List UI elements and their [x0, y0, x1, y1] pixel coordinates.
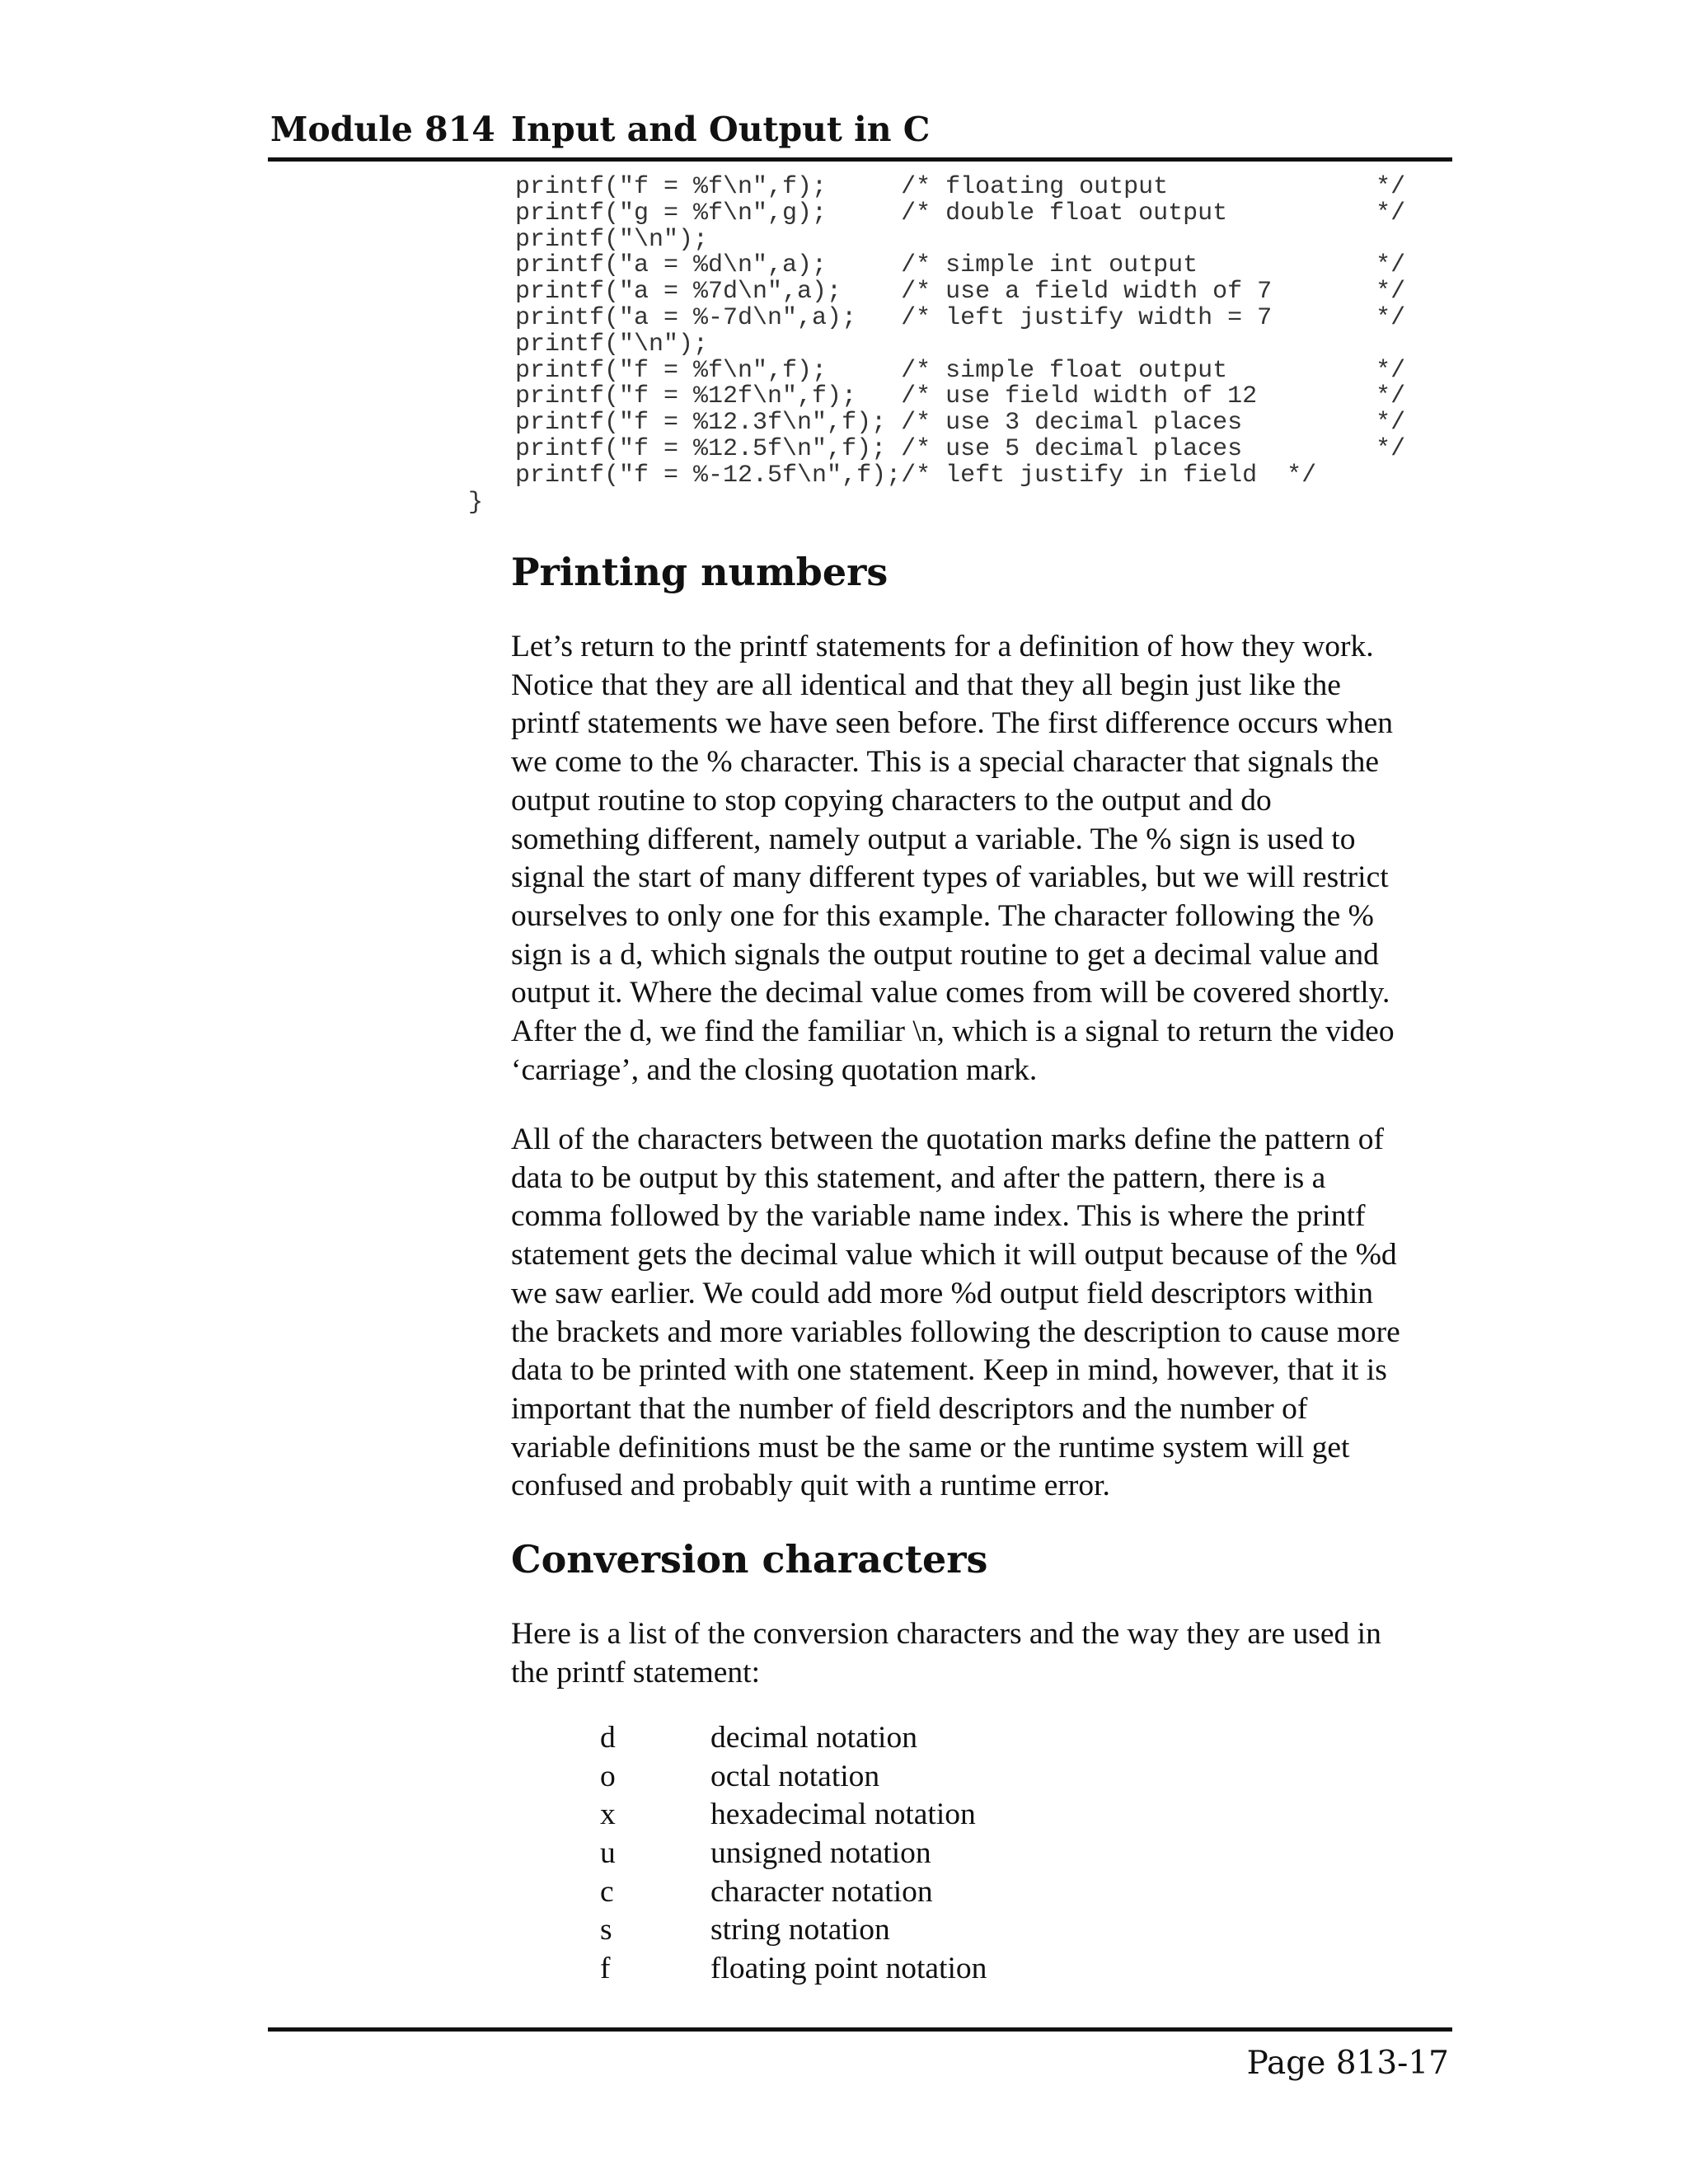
conversion-desc: hexadecimal notation [710, 1797, 976, 1832]
header-rule [268, 157, 1452, 162]
paragraph [511, 1121, 1451, 1506]
text-line: signal the start of many different types of variables, but we will restrict [511, 860, 1389, 895]
list-item [511, 1719, 987, 1758]
conversion-char: u [600, 1836, 616, 1871]
code-line: printf("f = %12.5f\n",f); /* use 5 decimal places */ [515, 434, 1406, 463]
code-line: printf("a = %7d\n",a); /* use a field width of 7 */ [515, 278, 1406, 307]
conversion-character-list [511, 1719, 987, 1989]
text-line: important that the number of field descriptors and the number of [511, 1391, 1308, 1426]
list-item [511, 1758, 987, 1797]
paragraph [511, 1615, 1451, 1692]
module-number: Module 814 [270, 110, 495, 149]
conversion-desc: string notation [710, 1913, 890, 1947]
text-line: After the d, we find the familiar \n, which is a signal to return the video [511, 1015, 1395, 1049]
list-item [511, 1796, 987, 1835]
text-line: we saw earlier. We could add more %d output field descriptors within [511, 1276, 1374, 1310]
list-item [511, 1911, 987, 1950]
code-line: printf("f = %f\n",f); /* simple float output */ [515, 356, 1406, 385]
code-line: printf("f = %f\n",f); /* floating output */ [515, 173, 1406, 201]
code-line: printf("\n"); [515, 225, 709, 254]
module-title: Input and Output in C [511, 110, 931, 149]
page-number: Page 813-17 [1246, 2045, 1449, 2082]
code-line: printf("f = %-12.5f\n",f);/* left justify in field */ [515, 461, 1317, 490]
code-line: printf("\n"); [515, 330, 709, 359]
text-line: data to be output by this statement, and after the pattern, there is a [511, 1160, 1326, 1195]
text-line: statement gets the decimal value which it will output because of the %d [511, 1238, 1397, 1272]
code-line: printf("a = %-7d\n",a); /* left justify width = 7 */ [515, 303, 1406, 332]
text-line: comma followed by the variable name index. This is where the printf [511, 1199, 1366, 1234]
code-line: printf("a = %d\n",a); /* simple int output */ [515, 251, 1406, 280]
text-line: data to be printed with one statement. Keep in mind, however, that it is [511, 1353, 1387, 1388]
section-heading-printing-numbers: Printing numbers [511, 550, 889, 594]
conversion-char: x [600, 1797, 616, 1832]
text-line: Here is a list of the conversion characters and the way they are used in [511, 1617, 1381, 1651]
text-line: printf statements we have seen before. The first difference occurs when [511, 706, 1394, 741]
list-item [511, 1835, 987, 1873]
text-line: Let’s return to the printf statements for a definition of how they work. [511, 630, 1374, 663]
code-closing-brace: } [468, 489, 484, 517]
conversion-char: o [600, 1759, 616, 1793]
text-line: sign is a d, which signals the output routine to get a decimal value and [511, 937, 1379, 972]
text-line: the brackets and more variables following the description to cause more [511, 1315, 1400, 1349]
section-heading-conversion-characters: Conversion characters [511, 1537, 988, 1582]
text-line: variable definitions must be the same or the runtime system will get [511, 1430, 1350, 1465]
conversion-char: s [600, 1913, 612, 1947]
text-line: output routine to stop copying characters to the output and do [511, 783, 1272, 818]
page-header [270, 105, 1449, 153]
text-line: Notice that they are all identical and that they all begin just like the [511, 668, 1341, 702]
conversion-char: c [600, 1874, 614, 1909]
conversion-char: f [600, 1952, 611, 1986]
conversion-desc: floating point notation [710, 1952, 987, 1986]
text-line: something different, namely output a variable. The % sign is used to [511, 822, 1356, 856]
text-line: ourselves to only one for this example. The character following the % [511, 898, 1374, 933]
conversion-desc: decimal notation [710, 1721, 917, 1755]
code-listing [515, 175, 1405, 490]
conversion-char: d [600, 1721, 616, 1755]
code-line: printf("g = %f\n",g); /* double float output */ [515, 199, 1406, 227]
conversion-desc: octal notation [710, 1759, 880, 1793]
text-line: All of the characters between the quotation marks define the pattern of [511, 1122, 1384, 1156]
text-line: confused and probably quit with a runtime error. [511, 1469, 1110, 1503]
code-line: printf("f = %12.3f\n",f); /* use 3 decimal places */ [515, 409, 1406, 438]
list-item [511, 1950, 987, 1989]
conversion-desc: character notation [710, 1874, 933, 1909]
conversion-desc: unsigned notation [710, 1836, 931, 1871]
footer-rule [268, 2027, 1452, 2032]
list-item [511, 1873, 987, 1912]
code-line: printf("f = %12f\n",f); /* use field width of 12 */ [515, 382, 1406, 411]
text-line: we come to the % character. This is a special character that signals the [511, 745, 1380, 780]
paragraph [511, 628, 1451, 1090]
text-line: the printf statement: [511, 1655, 760, 1690]
text-line: ‘carriage’, and the closing quotation mark. [511, 1052, 1038, 1087]
text-line: output it. Where the decimal value comes from will be covered shortly. [511, 976, 1390, 1010]
